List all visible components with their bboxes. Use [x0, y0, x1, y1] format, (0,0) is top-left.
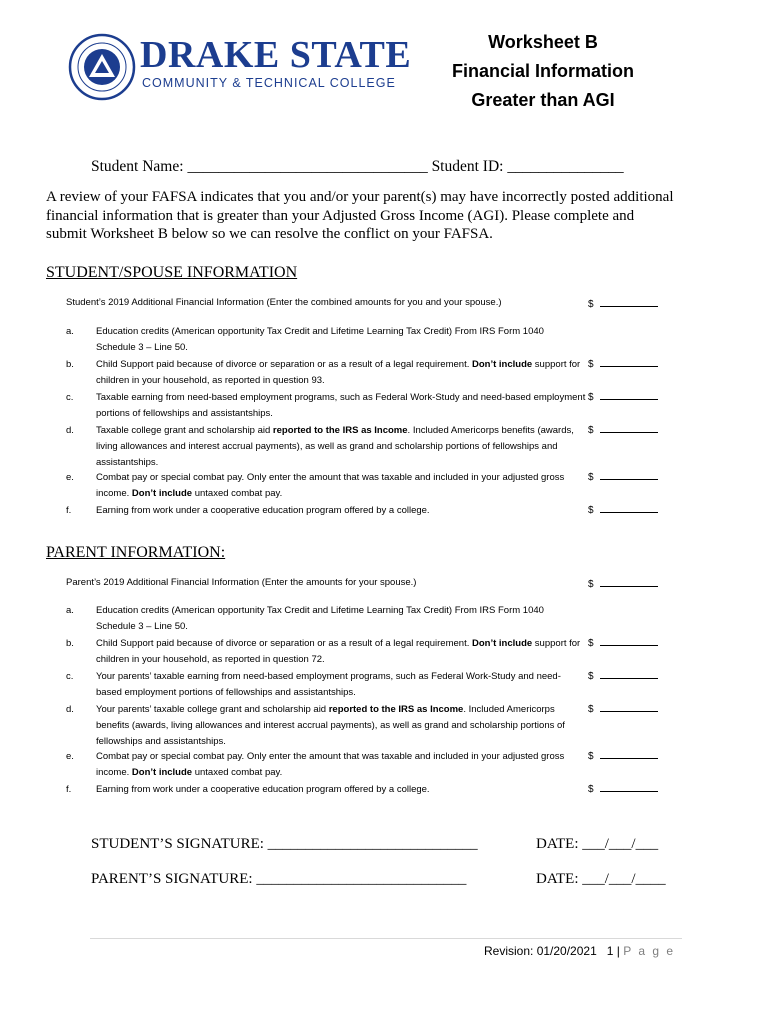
- student-id-label: Student ID:: [431, 158, 504, 175]
- student-name-field[interactable]: _______________________________: [187, 158, 428, 175]
- parent-amount-field-e[interactable]: $: [588, 749, 658, 762]
- parent-amount-field-d[interactable]: $: [588, 702, 658, 715]
- college-subtitle-logo: COMMUNITY & TECHNICAL COLLEGE: [142, 76, 396, 90]
- parent-amount-field-f[interactable]: $: [588, 782, 658, 795]
- item-letter: d.: [66, 425, 74, 436]
- student-amount-field-b[interactable]: $: [588, 357, 658, 370]
- item-description: [96, 603, 586, 635]
- title-line-2: Financial Information: [451, 61, 634, 81]
- item-description: [96, 357, 586, 389]
- item-text: untaxed combat pay.: [192, 488, 283, 499]
- item-description: [96, 470, 586, 502]
- item-letter: b.: [66, 359, 74, 370]
- item-emphasis: reported to the IRS as Income: [328, 704, 464, 715]
- date-label: DATE:: [536, 871, 579, 887]
- item-text: Your parents’ taxable earning from need-based employment programs, such as Federal Work-Study and need-based employment portions of fellowships and assistantships.: [96, 671, 561, 698]
- item-text: Combat pay or special combat pay. Only enter the amount that was taxable and included in your adjusted gross income.: [96, 751, 565, 778]
- item-emphasis: reported to the IRS as Income: [272, 425, 408, 436]
- item-description: [96, 423, 586, 471]
- student-amount-field-d[interactable]: $: [588, 423, 658, 436]
- item-text: Taxable college grant and scholarship aid: [96, 425, 273, 436]
- worksheet-title: [425, 28, 661, 115]
- parent-lead-text: Parent’s 2019 Additional Financial Information (Enter the amounts for your spouse.): [66, 577, 417, 588]
- page-word: P a g e: [623, 944, 676, 958]
- item-letter: d.: [66, 704, 74, 715]
- parent-amount-field-b[interactable]: $: [588, 636, 658, 649]
- item-text: . Included Americorps benefits (awards, living allowances and interest accrual payments), as well as grand and scholarship portions of fellowships and assistantships.: [96, 425, 574, 468]
- item-letter: f.: [66, 784, 72, 795]
- item-text: Earning from work under a cooperative education program offered by a college.: [96, 505, 430, 516]
- item-description: [96, 702, 586, 750]
- item-letter: c.: [66, 671, 74, 682]
- item-text: support for children in your household, as reported in question 93.: [96, 359, 581, 386]
- item-description: [96, 503, 586, 519]
- student-signature-field[interactable]: ____________________________: [267, 836, 478, 852]
- item-emphasis: Don’t include: [131, 767, 193, 778]
- item-text: Child Support paid because of divorce or separation or as a result of a legal requirement.: [96, 359, 472, 370]
- student-section-heading: STUDENT/SPOUSE INFORMATION: [46, 264, 298, 281]
- item-text: Taxable earning from need-based employment programs, such as Federal Work-Study and need-based employment portions of fellowships and assistantships.: [96, 392, 586, 419]
- footer-divider: [90, 938, 682, 939]
- item-letter: b.: [66, 638, 74, 649]
- item-text: . Included Americorps benefits (awards, living allowances and interest accrual payments), as well as grand and scholarship portions of fellowships and assistantships.: [96, 704, 565, 747]
- page-number: 1: [606, 944, 614, 958]
- item-description: [96, 749, 586, 781]
- item-text: Education credits (American opportunity Tax Credit and Lifetime Learning Tax Credit) From IRS Form 1040 Schedule 3 – Line 50.: [96, 605, 544, 632]
- title-line-3: Greater than AGI: [471, 90, 615, 110]
- item-text: Earning from work under a cooperative education program offered by a college.: [96, 784, 430, 795]
- item-letter: f.: [66, 505, 72, 516]
- parent-signature-field[interactable]: ____________________________: [256, 871, 467, 887]
- item-emphasis: Don’t include: [131, 488, 193, 499]
- college-name-logo: DRAKE STATE: [140, 34, 412, 76]
- item-emphasis: Don’t include: [472, 638, 533, 649]
- item-letter: e.: [66, 751, 74, 762]
- item-letter: e.: [66, 472, 74, 483]
- student-signature-line: [91, 836, 478, 853]
- item-text: Child Support paid because of divorce or separation or as a result of a legal requirement.: [96, 638, 472, 649]
- parent-signature-line: [91, 871, 466, 888]
- item-text: support for children in your household, as reported in question 72.: [96, 638, 581, 665]
- item-description: [96, 669, 586, 701]
- item-text: untaxed combat pay.: [192, 767, 283, 778]
- item-text: Your parents’ taxable college grant and scholarship aid: [96, 704, 329, 715]
- footer-separator: |: [616, 944, 620, 958]
- student-id-field[interactable]: _______________: [507, 158, 624, 175]
- parent-date-field[interactable]: ___/___/____: [582, 871, 666, 887]
- revision-text: Revision: 01/20/2021: [484, 944, 597, 958]
- title-line-1: Worksheet B: [488, 32, 598, 52]
- page-footer: [484, 944, 675, 958]
- college-seal-logo: [68, 33, 136, 101]
- item-description: [96, 782, 586, 798]
- date-label: DATE:: [536, 836, 579, 852]
- parent-signature-label: PARENT’S SIGNATURE:: [91, 871, 253, 887]
- student-amount-field-c[interactable]: $: [588, 390, 658, 403]
- item-description: [96, 390, 586, 422]
- parent-section-heading: PARENT INFORMATION:: [46, 544, 226, 561]
- student-lead-text: Student’s 2019 Additional Financial Information (Enter the combined amounts for you and your spouse.): [66, 297, 502, 308]
- parent-total-amount-field[interactable]: $: [588, 577, 658, 590]
- item-letter: a.: [66, 605, 74, 616]
- student-signature-label: STUDENT’S SIGNATURE:: [91, 836, 264, 852]
- student-date-field[interactable]: ___/___/___: [582, 836, 659, 852]
- student-info-line: [91, 158, 624, 176]
- student-amount-field-f[interactable]: $: [588, 503, 658, 516]
- student-total-amount-field[interactable]: $: [588, 297, 658, 310]
- parent-amount-field-c[interactable]: $: [588, 669, 658, 682]
- intro-paragraph: A review of your FAFSA indicates that you and/or your parent(s) may have incorrectly posted additional financial information that is greater than your Adjusted Gross Income (AGI). Please complete and submit Worksheet B below so we can resolve the conflict on your FAFSA.: [46, 189, 674, 242]
- parent-date-line: [536, 871, 666, 888]
- student-amount-field-e[interactable]: $: [588, 470, 658, 483]
- student-date-line: [536, 836, 658, 853]
- item-text: Education credits (American opportunity Tax Credit and Lifetime Learning Tax Credit) From IRS Form 1040 Schedule 3 – Line 50.: [96, 326, 544, 353]
- item-letter: a.: [66, 326, 74, 337]
- item-description: [96, 324, 586, 356]
- student-name-label: Student Name:: [91, 158, 184, 175]
- item-letter: c.: [66, 392, 74, 403]
- item-description: [96, 636, 586, 668]
- item-emphasis: Don’t include: [472, 359, 533, 370]
- item-text: Combat pay or special combat pay. Only enter the amount that was taxable and included in your adjusted gross income.: [96, 472, 565, 499]
